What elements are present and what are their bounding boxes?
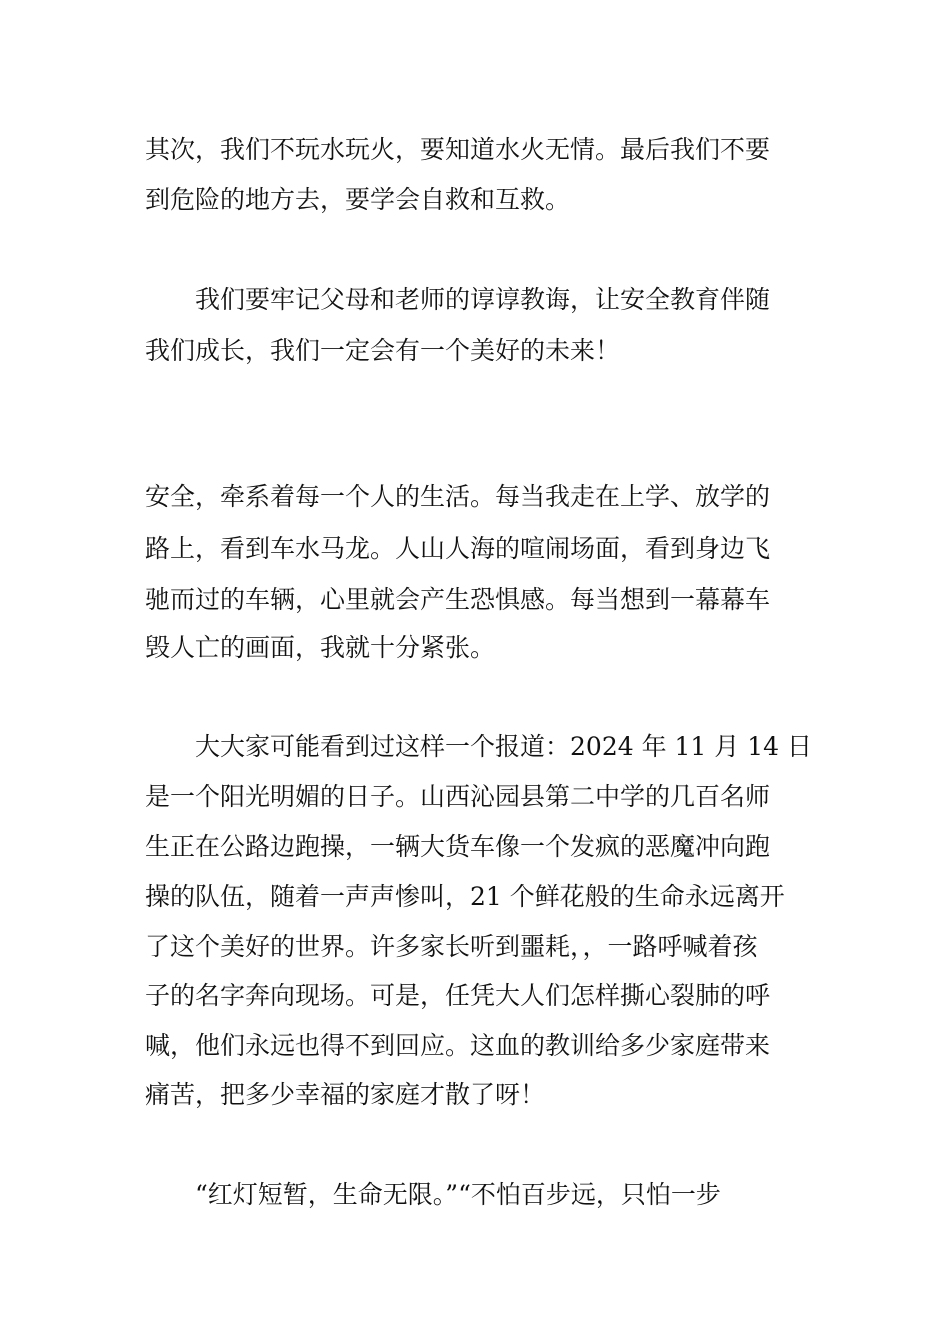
paragraph-4-line-2: 是一个阳光明媚的日子。山西沁园县第二中学的几百名师: [145, 782, 771, 811]
paragraph-4-line-4: 操的队伍，随着一声声惨叫，21 个鲜花般的生命永远离开: [145, 882, 785, 911]
paragraph-3-line-2: 路上，看到车水马龙。人山人海的喧闹场面，看到身边飞: [145, 534, 771, 563]
paragraph-4-line-3: 生正在公路边跑操，一辆大货车像一个发疯的恶魔冲向跑: [145, 832, 771, 861]
paragraph-3-line-1: 安全，牵系着每一个人的生活。每当我走在上学、放学的: [145, 482, 771, 511]
paragraph-4-line-7: 喊，他们永远也得不到回应。这血的教训给多少家庭带来: [145, 1031, 771, 1060]
paragraph-3-line-3: 驰而过的车辆，心里就会产生恐惧感。每当想到一幕幕车: [145, 585, 771, 614]
paragraph-1-line-1: 其次，我们不玩水玩火，要知道水火无情。最后我们不要: [145, 135, 771, 164]
paragraph-2-line-2: 我们成长，我们一定会有一个美好的未来！: [145, 336, 621, 365]
paragraph-5-line-1: “红灯短暂，生命无限。”“不怕百步远，只怕一步: [145, 1180, 721, 1209]
paragraph-4-line-6: 子的名字奔向现场。可是，任凭大人们怎样撕心裂肺的呼: [145, 981, 771, 1010]
paragraph-1-line-2: 到危险的地方去，要学会自救和互救。: [145, 185, 571, 214]
paragraph-2-line-1: 我们要牢记父母和老师的谆谆教诲，让安全教育伴随: [145, 285, 771, 314]
paragraph-3-line-4: 毁人亡的画面，我就十分紧张。: [145, 633, 496, 662]
paragraph-4-line-8: 痛苦，把多少幸福的家庭才散了呀！: [145, 1080, 546, 1109]
paragraph-4-line-1: 大大家可能看到过这样一个报道：2024 年 11 月 14 日: [145, 732, 812, 761]
paragraph-4-line-5: 了这个美好的世界。许多家长听到噩耗，，一路呼喊着孩: [145, 932, 758, 961]
